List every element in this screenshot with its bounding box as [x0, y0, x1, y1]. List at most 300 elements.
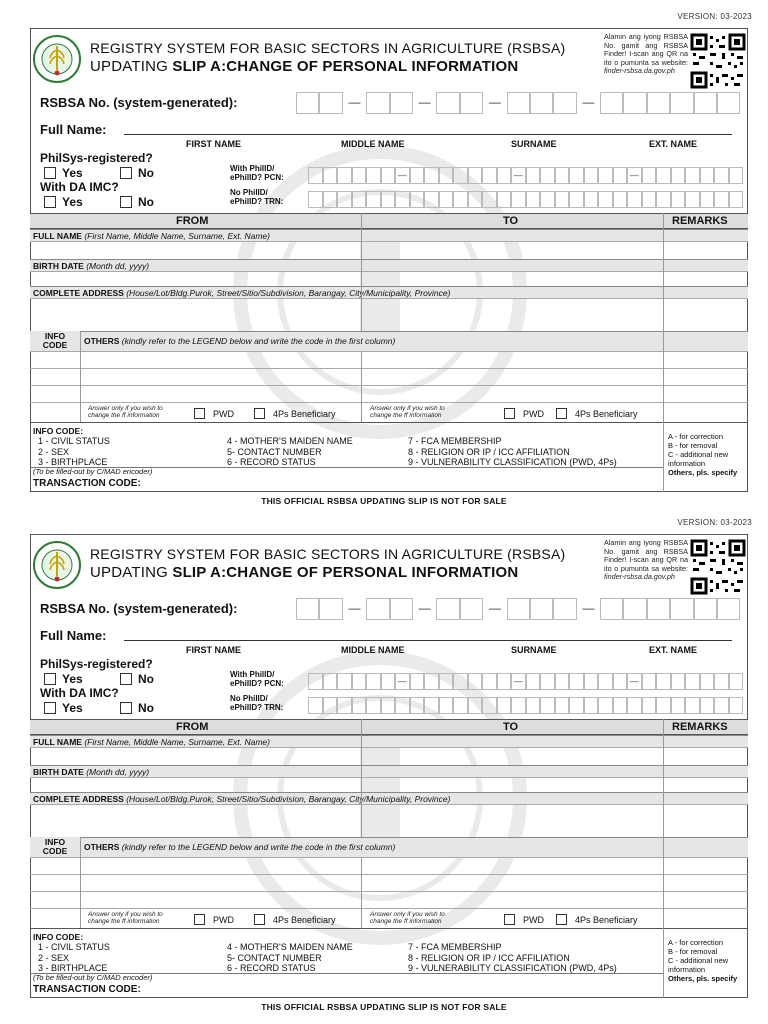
pcn-box[interactable]	[598, 673, 613, 690]
pcn-box[interactable]	[685, 167, 700, 184]
others-header: OTHERS (kindly refer to the LEGEND below and write the code in the first column)	[84, 336, 396, 346]
pcn-dash[interactable]: —	[395, 167, 410, 184]
trn-box[interactable]	[642, 191, 657, 208]
trn-box[interactable]	[685, 697, 700, 714]
pcn-dash[interactable]: —	[627, 167, 642, 184]
pcn-box[interactable]	[366, 167, 381, 184]
trn-box[interactable]	[729, 191, 744, 208]
rsbsa-number-label: RSBSA No. (system-generated):	[40, 95, 238, 110]
registry-title: REGISTRY SYSTEM FOR BASIC SECTORS IN AGRICULTURE (RSBSA)	[90, 546, 566, 562]
pcn-box[interactable]	[714, 167, 729, 184]
full-name-input[interactable]	[124, 134, 732, 135]
trn-box[interactable]	[627, 697, 642, 714]
rsbsa-number-input[interactable]	[296, 92, 740, 114]
column-divider	[361, 213, 362, 331]
yes-label: Yes	[62, 672, 83, 686]
trn-box[interactable]	[685, 191, 700, 208]
pcn-box[interactable]	[656, 673, 671, 690]
trn-box[interactable]	[381, 697, 396, 714]
legend-col-1: 1 - CIVIL STATUS 2 - SEX 3 - BIRTHPLACE	[38, 942, 110, 973]
rsbsa-digit-box[interactable]	[717, 92, 740, 114]
rsbsa-dash-separator: —	[348, 95, 361, 109]
da-imc-no-checkbox[interactable]	[120, 195, 154, 209]
info-code-legend-title: INFO CODE:	[33, 426, 84, 436]
rsbsa-digit-box[interactable]	[553, 92, 576, 114]
rsbsa-digit-box[interactable]	[623, 92, 646, 114]
trn-box[interactable]	[569, 191, 584, 208]
rsbsa-digit-box[interactable]	[694, 598, 717, 620]
trn-box[interactable]	[337, 191, 352, 208]
qr-instructions: Alamin ang iyong RSBSA No. gamit ang RSBSA Finder! I-scan ang QR na ito o pumunta sa website: finder-rsbsa.da.gov.ph	[604, 538, 688, 582]
encoder-note: (To be filled-out by C/MAD encoder)	[33, 467, 153, 476]
rsbsa-digit-box[interactable]	[600, 92, 623, 114]
rsbsa-digit-box[interactable]	[530, 92, 553, 114]
pcn-box[interactable]	[540, 167, 555, 184]
pwd-label: PWD	[213, 408, 234, 419]
philsys-no-checkbox[interactable]	[120, 166, 154, 180]
not-for-sale-footer: THIS OFFICIAL RSBSA UPDATING SLIP IS NOT FOR SALE	[261, 1002, 507, 1012]
trn-box[interactable]	[381, 191, 396, 208]
transaction-code-label: TRANSACTION CODE:	[33, 984, 141, 995]
pcn-label: With PhilID/ ePhilID? PCN:	[230, 164, 284, 182]
philsys-question: PhilSys-registered?	[40, 151, 153, 165]
pcn-dash[interactable]: —	[627, 673, 642, 690]
trn-box[interactable]	[671, 697, 686, 714]
trn-box[interactable]	[555, 697, 570, 714]
ext-name-caption: EXT. NAME	[649, 139, 698, 149]
trn-box[interactable]	[598, 697, 613, 714]
answer-note-from: Answer only if you wish to change the ff information	[88, 911, 163, 925]
rsbsa-digit-box[interactable]	[507, 92, 530, 114]
rsbsa-digit-box[interactable]	[530, 598, 553, 620]
pcn-box[interactable]	[323, 167, 338, 184]
checkbox-icon	[556, 408, 567, 419]
trn-box[interactable]	[700, 697, 715, 714]
table-header	[30, 213, 748, 229]
from-header: FROM	[176, 215, 209, 227]
rsbsa-number-input[interactable]	[296, 598, 740, 620]
legend-col-3: 7 - FCA MEMBERSHIP 8 - RELIGION OR IP / ICC AFFILIATION 9 - VULNERABILITY CLASSIFICATION (PWD, 4Ps)	[408, 942, 617, 973]
to-header: TO	[503, 215, 519, 227]
rsbsa-digit-box[interactable]	[296, 598, 319, 620]
legend-col-3: 7 - FCA MEMBERSHIP 8 - RELIGION OR IP / ICC AFFILIATION 9 - VULNERABILITY CLASSIFICATION (PWD, 4Ps)	[408, 436, 617, 467]
trn-box[interactable]	[323, 191, 338, 208]
yes-label: Yes	[62, 166, 83, 180]
pcn-box[interactable]	[337, 167, 352, 184]
pcn-box[interactable]	[671, 673, 686, 690]
yes-label: Yes	[62, 701, 83, 715]
full-name-label: Full Name:	[40, 628, 107, 643]
qr-code-icon[interactable]	[690, 33, 746, 89]
pcn-box[interactable]	[700, 167, 715, 184]
rsbsa-digit-box[interactable]	[319, 92, 342, 114]
trn-box[interactable]	[482, 697, 497, 714]
pcn-box[interactable]	[337, 673, 352, 690]
rsbsa-number-label: RSBSA No. (system-generated):	[40, 601, 238, 616]
rsbsa-digit-box[interactable]	[436, 598, 459, 620]
pcn-dash[interactable]: —	[395, 673, 410, 690]
rsbsa-digit-box[interactable]	[507, 598, 530, 620]
rsbsa-digit-box[interactable]	[670, 598, 693, 620]
rsbsa-dash-separator: —	[582, 95, 595, 109]
trn-box[interactable]	[613, 191, 628, 208]
checkbox-icon	[194, 914, 205, 925]
qr-code-icon[interactable]	[690, 539, 746, 595]
pcn-box[interactable]	[584, 673, 599, 690]
birth-date-row-label: BIRTH DATE (Month dd, yyyy)	[30, 765, 748, 777]
surname-caption: SURNAME	[511, 139, 557, 149]
transaction-code-label: TRANSACTION CODE:	[33, 478, 141, 489]
slip-a-top	[0, 12, 768, 518]
trn-box[interactable]	[337, 697, 352, 714]
pcn-box[interactable]	[729, 673, 744, 690]
legend-col-2: 4 - MOTHER'S MAIDEN NAME 5- CONTACT NUMBER 6 - RECORD STATUS	[227, 942, 353, 973]
pcn-box[interactable]	[410, 673, 425, 690]
rsbsa-dash-separator: —	[488, 95, 501, 109]
pcn-box[interactable]	[714, 673, 729, 690]
first-name-caption: FIRST NAME	[186, 139, 241, 149]
trn-box[interactable]	[729, 697, 744, 714]
divider	[30, 891, 748, 892]
pcn-box[interactable]	[468, 673, 483, 690]
divider	[30, 298, 748, 299]
full-name-row-label: FULL NAME (First Name, Middle Name, Surname, Ext. Name)	[30, 229, 748, 241]
address-row-label: COMPLETE ADDRESS (House/Lot/Bldg.Purok, Street/Sitio/Subdivision, Barangay, City/Municipality, Province)	[30, 792, 748, 804]
pcn-dash[interactable]: —	[511, 673, 526, 690]
trn-label: No PhilID/ ePhilID? TRN:	[230, 694, 284, 712]
divider	[30, 804, 748, 805]
pcn-box[interactable]	[424, 673, 439, 690]
divider	[30, 928, 748, 929]
philsys-yes-checkbox[interactable]	[44, 672, 83, 686]
da-logo-icon	[32, 34, 82, 84]
pcn-box[interactable]	[352, 673, 367, 690]
trn-box[interactable]	[671, 191, 686, 208]
divider	[30, 874, 748, 875]
rsbsa-digit-box[interactable]	[623, 598, 646, 620]
pcn-box[interactable]	[598, 167, 613, 184]
trn-input[interactable]	[308, 697, 743, 714]
pcn-box[interactable]	[656, 167, 671, 184]
4ps-label: 4Ps Beneficiary	[575, 408, 638, 419]
pcn-input[interactable]	[308, 673, 743, 690]
checkbox-icon	[120, 673, 132, 685]
column-divider	[80, 331, 81, 422]
pcn-box[interactable]	[685, 673, 700, 690]
column-divider	[361, 857, 362, 928]
rsbsa-digit-box[interactable]	[694, 92, 717, 114]
divider	[30, 368, 748, 369]
checkbox-icon	[44, 167, 56, 179]
pcn-box[interactable]	[671, 167, 686, 184]
rsbsa-digit-box[interactable]	[296, 92, 319, 114]
trn-box[interactable]	[598, 191, 613, 208]
checkbox-icon	[254, 408, 265, 419]
legend-col-2: 4 - MOTHER'S MAIDEN NAME 5- CONTACT NUMBER 6 - RECORD STATUS	[227, 436, 353, 467]
trn-box[interactable]	[308, 191, 323, 208]
4ps-from-checkbox[interactable]	[254, 408, 336, 419]
trn-box[interactable]	[627, 191, 642, 208]
rsbsa-digit-box[interactable]	[647, 598, 670, 620]
rsbsa-digit-box[interactable]	[460, 598, 483, 620]
column-divider	[663, 213, 664, 422]
philsys-question: PhilSys-registered?	[40, 657, 153, 671]
pcn-box[interactable]	[308, 167, 323, 184]
trn-box[interactable]	[395, 191, 410, 208]
rsbsa-digit-box[interactable]	[366, 92, 389, 114]
not-for-sale-footer: THIS OFFICIAL RSBSA UPDATING SLIP IS NOT FOR SALE	[261, 496, 507, 506]
pcn-box[interactable]	[569, 673, 584, 690]
divider	[30, 402, 748, 403]
pcn-box[interactable]	[323, 673, 338, 690]
pcn-box[interactable]	[526, 673, 541, 690]
trn-box[interactable]	[424, 191, 439, 208]
da-imc-no-checkbox[interactable]	[120, 701, 154, 715]
middle-name-caption: MIDDLE NAME	[341, 645, 405, 655]
answer-note-from: Answer only if you wish to change the ff information	[88, 405, 163, 419]
pcn-box[interactable]	[482, 167, 497, 184]
divider	[30, 271, 748, 272]
column-divider	[663, 719, 664, 928]
trn-box[interactable]	[584, 191, 599, 208]
trn-box[interactable]	[540, 697, 555, 714]
checkbox-icon	[254, 914, 265, 925]
checkbox-icon	[556, 914, 567, 925]
answer-note-to: Answer only if you wish to change the ff information	[370, 911, 445, 925]
pcn-box[interactable]	[439, 673, 454, 690]
pwd-from-checkbox[interactable]	[194, 914, 234, 925]
pcn-label: With PhilID/ ePhilID? PCN:	[230, 670, 284, 688]
da-imc-yes-checkbox[interactable]	[44, 195, 83, 209]
trn-box[interactable]	[555, 191, 570, 208]
trn-box[interactable]	[352, 191, 367, 208]
pcn-box[interactable]	[352, 167, 367, 184]
trn-box[interactable]	[352, 697, 367, 714]
remarks-legend: A - for correction B - for removal C - additional new information Others, pls. specify	[668, 432, 738, 477]
version-label: VERSION: 03-2023	[677, 12, 752, 21]
trn-box[interactable]	[714, 191, 729, 208]
divider	[30, 747, 748, 748]
version-label: VERSION: 03-2023	[677, 518, 752, 527]
da-imc-question: With DA IMC?	[40, 686, 119, 700]
rsbsa-dash-separator: —	[418, 95, 431, 109]
column-divider	[361, 719, 362, 837]
trn-box[interactable]	[613, 697, 628, 714]
column-divider	[80, 837, 81, 928]
trn-box[interactable]	[308, 697, 323, 714]
4ps-label: 4Ps Beneficiary	[273, 408, 336, 419]
trn-box[interactable]	[656, 697, 671, 714]
rsbsa-digit-box[interactable]	[366, 598, 389, 620]
trn-box[interactable]	[482, 191, 497, 208]
trn-box[interactable]	[584, 697, 599, 714]
trn-box[interactable]	[439, 191, 454, 208]
full-name-label: Full Name:	[40, 122, 107, 137]
pcn-input[interactable]	[308, 167, 743, 184]
trn-box[interactable]	[453, 191, 468, 208]
pcn-box[interactable]	[410, 167, 425, 184]
philsys-no-checkbox[interactable]	[120, 672, 154, 686]
rsbsa-digit-box[interactable]	[600, 598, 623, 620]
pcn-box[interactable]	[642, 673, 657, 690]
divider	[30, 241, 748, 242]
pcn-box[interactable]	[555, 673, 570, 690]
pwd-to-checkbox[interactable]	[504, 408, 544, 419]
trn-box[interactable]	[540, 191, 555, 208]
checkbox-icon	[504, 914, 515, 925]
pcn-box[interactable]	[453, 673, 468, 690]
4ps-label: 4Ps Beneficiary	[273, 914, 336, 925]
4ps-from-checkbox[interactable]	[254, 914, 336, 925]
checkbox-icon	[120, 167, 132, 179]
rsbsa-dash-separator: —	[418, 601, 431, 615]
slip-title: UPDATING SLIP A:CHANGE OF PERSONAL INFORMATION	[90, 564, 519, 581]
checkbox-icon	[44, 673, 56, 685]
trn-box[interactable]	[468, 697, 483, 714]
divider	[30, 351, 748, 352]
checkbox-icon	[44, 702, 56, 714]
pcn-box[interactable]	[613, 167, 628, 184]
pcn-box[interactable]	[497, 167, 512, 184]
da-imc-yes-checkbox[interactable]	[44, 701, 83, 715]
trn-box[interactable]	[410, 191, 425, 208]
trn-box[interactable]	[439, 697, 454, 714]
rsbsa-digit-box[interactable]	[460, 92, 483, 114]
trn-box[interactable]	[395, 697, 410, 714]
4ps-to-checkbox[interactable]	[556, 408, 638, 419]
divider	[30, 777, 748, 778]
first-name-caption: FIRST NAME	[186, 645, 241, 655]
divider	[30, 857, 748, 858]
pcn-box[interactable]	[453, 167, 468, 184]
full-name-input[interactable]	[124, 640, 732, 641]
legend-col-1: 1 - CIVIL STATUS 2 - SEX 3 - BIRTHPLACE	[38, 436, 110, 467]
trn-box[interactable]	[569, 697, 584, 714]
pcn-box[interactable]	[700, 673, 715, 690]
pcn-box[interactable]	[584, 167, 599, 184]
philsys-yes-checkbox[interactable]	[44, 166, 83, 180]
trn-box[interactable]	[511, 697, 526, 714]
checkbox-icon	[44, 196, 56, 208]
column-divider	[361, 351, 362, 422]
pcn-box[interactable]	[613, 673, 628, 690]
trn-box[interactable]	[526, 191, 541, 208]
pcn-box[interactable]	[555, 167, 570, 184]
pcn-box[interactable]	[424, 167, 439, 184]
pcn-box[interactable]	[308, 673, 323, 690]
divider	[30, 422, 748, 423]
checkbox-icon	[120, 196, 132, 208]
trn-box[interactable]	[468, 191, 483, 208]
info-code-legend-title: INFO CODE:	[33, 932, 84, 942]
remarks-legend: A - for correction B - for removal C - additional new information Others, pls. specify	[668, 938, 738, 983]
trn-box[interactable]	[366, 191, 381, 208]
trn-box[interactable]	[526, 697, 541, 714]
divider	[30, 385, 748, 386]
pcn-box[interactable]	[381, 167, 396, 184]
trn-box[interactable]	[424, 697, 439, 714]
da-imc-question: With DA IMC?	[40, 180, 119, 194]
no-label: No	[138, 195, 154, 209]
from-header: FROM	[176, 721, 209, 733]
table-header	[30, 719, 748, 735]
answer-note-to: Answer only if you wish to change the ff information	[370, 405, 445, 419]
trn-box[interactable]	[323, 697, 338, 714]
trn-box[interactable]	[656, 191, 671, 208]
trn-box[interactable]	[511, 191, 526, 208]
rsbsa-dash-separator: —	[488, 601, 501, 615]
remarks-header: REMARKS	[672, 215, 728, 227]
rsbsa-digit-box[interactable]	[647, 92, 670, 114]
pcn-dash[interactable]: —	[511, 167, 526, 184]
rsbsa-digit-box[interactable]	[717, 598, 740, 620]
trn-box[interactable]	[642, 697, 657, 714]
pcn-box[interactable]	[729, 167, 744, 184]
rsbsa-digit-box[interactable]	[390, 598, 413, 620]
pwd-label: PWD	[523, 408, 544, 419]
pcn-box[interactable]	[540, 673, 555, 690]
column-divider	[663, 422, 664, 492]
no-label: No	[138, 166, 154, 180]
info-code-header: INFO CODE	[30, 331, 80, 351]
rsbsa-digit-box[interactable]	[319, 598, 342, 620]
ext-name-caption: EXT. NAME	[649, 645, 698, 655]
pcn-box[interactable]	[497, 673, 512, 690]
encoder-note: (To be filled-out by C/MAD encoder)	[33, 973, 153, 982]
trn-box[interactable]	[410, 697, 425, 714]
checkbox-icon	[194, 408, 205, 419]
slip-a-bottom	[0, 518, 768, 1024]
info-code-header: INFO CODE	[30, 837, 80, 857]
divider	[30, 908, 748, 909]
slip-title: UPDATING SLIP A:CHANGE OF PERSONAL INFORMATION	[90, 58, 519, 75]
trn-box[interactable]	[366, 697, 381, 714]
pcn-box[interactable]	[642, 167, 657, 184]
trn-box[interactable]	[497, 191, 512, 208]
rsbsa-digit-box[interactable]	[670, 92, 693, 114]
trn-input[interactable]	[308, 191, 743, 208]
pcn-box[interactable]	[439, 167, 454, 184]
pcn-box[interactable]	[526, 167, 541, 184]
checkbox-icon	[120, 702, 132, 714]
trn-box[interactable]	[453, 697, 468, 714]
rsbsa-digit-box[interactable]	[390, 92, 413, 114]
rsbsa-digit-box[interactable]	[553, 598, 576, 620]
pcn-box[interactable]	[366, 673, 381, 690]
pwd-from-checkbox[interactable]	[194, 408, 234, 419]
to-header: TO	[503, 721, 519, 733]
pcn-box[interactable]	[381, 673, 396, 690]
4ps-label: 4Ps Beneficiary	[575, 914, 638, 925]
rsbsa-digit-box[interactable]	[436, 92, 459, 114]
pwd-to-checkbox[interactable]	[504, 914, 544, 925]
4ps-to-checkbox[interactable]	[556, 914, 638, 925]
trn-box[interactable]	[497, 697, 512, 714]
qr-instructions: Alamin ang iyong RSBSA No. gamit ang RSBSA Finder! I-scan ang QR na ito o pumunta sa website: finder-rsbsa.da.gov.ph	[604, 32, 688, 76]
remarks-header: REMARKS	[672, 721, 728, 733]
birth-date-row-label: BIRTH DATE (Month dd, yyyy)	[30, 259, 748, 271]
trn-box[interactable]	[700, 191, 715, 208]
column-divider	[663, 928, 664, 998]
pcn-box[interactable]	[482, 673, 497, 690]
pcn-box[interactable]	[468, 167, 483, 184]
checkbox-icon	[504, 408, 515, 419]
rsbsa-dash-separator: —	[582, 601, 595, 615]
trn-box[interactable]	[714, 697, 729, 714]
surname-caption: SURNAME	[511, 645, 557, 655]
full-name-row-label: FULL NAME (First Name, Middle Name, Surname, Ext. Name)	[30, 735, 748, 747]
pcn-box[interactable]	[569, 167, 584, 184]
